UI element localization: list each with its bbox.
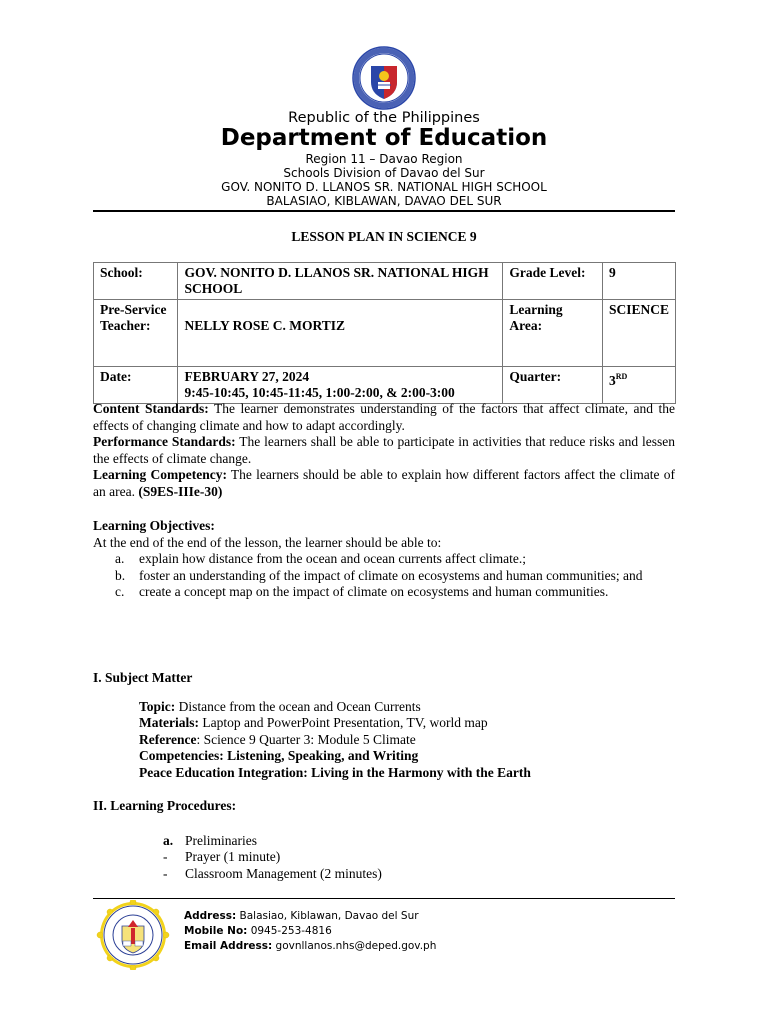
- learning-competency: [93, 467, 675, 500]
- deped-seal-logo: [347, 46, 421, 110]
- list-marker: a.: [115, 551, 125, 566]
- objective-text: create a concept map on the impact of climate on ecosystems and human communities.: [139, 584, 609, 599]
- address-line: BALASIAO, KIBLAWAN, DAVAO DEL SUR: [266, 194, 502, 208]
- classroom-management-text: Classroom Management (2 minutes): [185, 865, 382, 881]
- subject-matter-details: [93, 699, 675, 782]
- topic-label: Topic:: [139, 698, 176, 714]
- list-item: [93, 584, 675, 601]
- reference-label: Reference: [139, 731, 197, 747]
- content-standards-text: The learner demonstrates understanding of the factors that affect climate, and the effects of changing climate and how to adapt accordingly.: [93, 401, 675, 433]
- list-item: [163, 833, 675, 850]
- list-item: [93, 568, 675, 585]
- subject-matter-section: [93, 670, 675, 781]
- area-label: Learning Area:: [503, 300, 603, 367]
- performance-standards: [93, 434, 675, 467]
- region-line: Region 11 – Davao Region: [305, 152, 463, 166]
- quarter-suffix: RD: [615, 372, 628, 381]
- performance-standards-text: The learners shall be able to participate in activities that reduce risks and lessen the effects of climate change.: [93, 434, 675, 466]
- materials-value: Laptop and PowerPoint Presentation, TV, world map: [198, 715, 488, 730]
- objectives-section: [93, 518, 675, 601]
- objectives-list: [93, 551, 675, 601]
- topic-line: [139, 699, 675, 716]
- grade-value: 9: [602, 263, 675, 300]
- teacher-value: NELLY ROSE C. MORTIZ: [178, 300, 503, 367]
- school-line: GOV. NONITO D. LLANOS SR. NATIONAL HIGH SCHOOL: [221, 180, 547, 194]
- date-cell: [178, 367, 503, 404]
- table-row: [94, 300, 676, 367]
- objectives-heading: Learning Objectives:: [93, 518, 215, 533]
- performance-standards-label: Performance Standards:: [93, 434, 236, 449]
- footer-divider: [93, 898, 675, 899]
- email-value: govnllanos.nhs@deped.gov.ph: [272, 940, 437, 952]
- procedures-section: [93, 798, 675, 882]
- prayer-text: Prayer (1 minute): [185, 849, 281, 864]
- date-label: Date:: [94, 367, 178, 404]
- content-standards: [93, 401, 675, 434]
- content-standards-label: Content Standards:: [93, 401, 209, 416]
- mobile-value: 0945-253-4816: [247, 925, 332, 937]
- school-logo: [95, 900, 171, 970]
- quarter-value: 3: [608, 373, 616, 388]
- list-item: [163, 849, 675, 866]
- footer-address: [184, 909, 436, 924]
- competencies-line: [139, 748, 675, 765]
- republic-heading: Republic of the Philippines: [288, 110, 480, 126]
- procedures-heading: II. Learning Procedures:: [93, 798, 237, 813]
- mobile-label: Mobile No:: [184, 925, 248, 937]
- division-line: Schools Division of Davao del Sur: [283, 166, 485, 180]
- quarter-cell: [602, 367, 675, 404]
- lesson-plan-title: LESSON PLAN IN SCIENCE 9: [291, 229, 477, 244]
- preliminaries-text: Preliminaries: [185, 832, 257, 848]
- address-label: Address:: [184, 910, 237, 922]
- department-heading: Department of Education: [220, 125, 548, 151]
- materials-label: Materials:: [139, 715, 199, 730]
- competencies-text: Competencies: Listening, Speaking, and Writing: [139, 748, 419, 763]
- school-label: School:: [94, 263, 178, 300]
- footer-email: [184, 939, 436, 954]
- learning-competency-label: Learning Competency:: [93, 467, 227, 482]
- list-marker: a.: [163, 832, 174, 848]
- objectives-intro: At the end of the end of the lesson, the learner should be able to:: [93, 534, 442, 550]
- time-value: 9:45-10:45, 10:45-11:45, 1:00-2:00, & 2:00-3:00: [184, 385, 455, 400]
- procedures-list: [93, 833, 675, 883]
- email-label: Email Address:: [184, 940, 273, 952]
- quarter-label: Quarter:: [503, 367, 603, 404]
- address-value: Balasiao, Kiblawan, Davao del Sur: [236, 910, 419, 922]
- list-item: [163, 866, 675, 883]
- reference-value: : Science 9 Quarter 3: Module 5 Climate: [196, 731, 416, 747]
- table-row: [94, 263, 676, 300]
- learning-competency-text: The learners should be able to explain how different factors affect the climate of an area.: [93, 467, 675, 499]
- list-marker: -: [163, 849, 168, 864]
- peace-education-text: Peace Education Integration: Living in the Harmony with the Earth: [139, 764, 531, 780]
- table-row: [94, 367, 676, 404]
- objective-text: explain how distance from the ocean and ocean currents affect climate.;: [139, 551, 526, 566]
- list-item: [93, 551, 675, 568]
- teacher-label: Pre-Service Teacher:: [94, 300, 178, 367]
- area-value: SCIENCE: [602, 300, 675, 367]
- header-divider: [93, 210, 675, 212]
- grade-label: Grade Level:: [503, 263, 603, 300]
- materials-line: [139, 715, 675, 732]
- list-marker: c.: [115, 584, 125, 599]
- learning-competency-code: (S9ES-IIIe-30): [138, 483, 223, 499]
- school-value: GOV. NONITO D. LLANOS SR. NATIONAL HIGH SCHOOL: [178, 263, 503, 300]
- subject-matter-heading: I. Subject Matter: [93, 670, 193, 685]
- footer-contact: [184, 909, 436, 954]
- standards-section: [93, 401, 675, 500]
- list-marker: b.: [115, 567, 126, 583]
- footer-mobile: [184, 924, 436, 939]
- lesson-info-table: [93, 262, 676, 404]
- list-marker: -: [163, 865, 168, 881]
- reference-line: [139, 732, 675, 749]
- date-value: FEBRUARY 27, 2024: [184, 369, 310, 384]
- objective-text: foster an understanding of the impact of climate on ecosystems and human communities; and: [139, 567, 643, 583]
- topic-value: Distance from the ocean and Ocean Currents: [175, 698, 421, 714]
- peace-education-line: [139, 765, 675, 782]
